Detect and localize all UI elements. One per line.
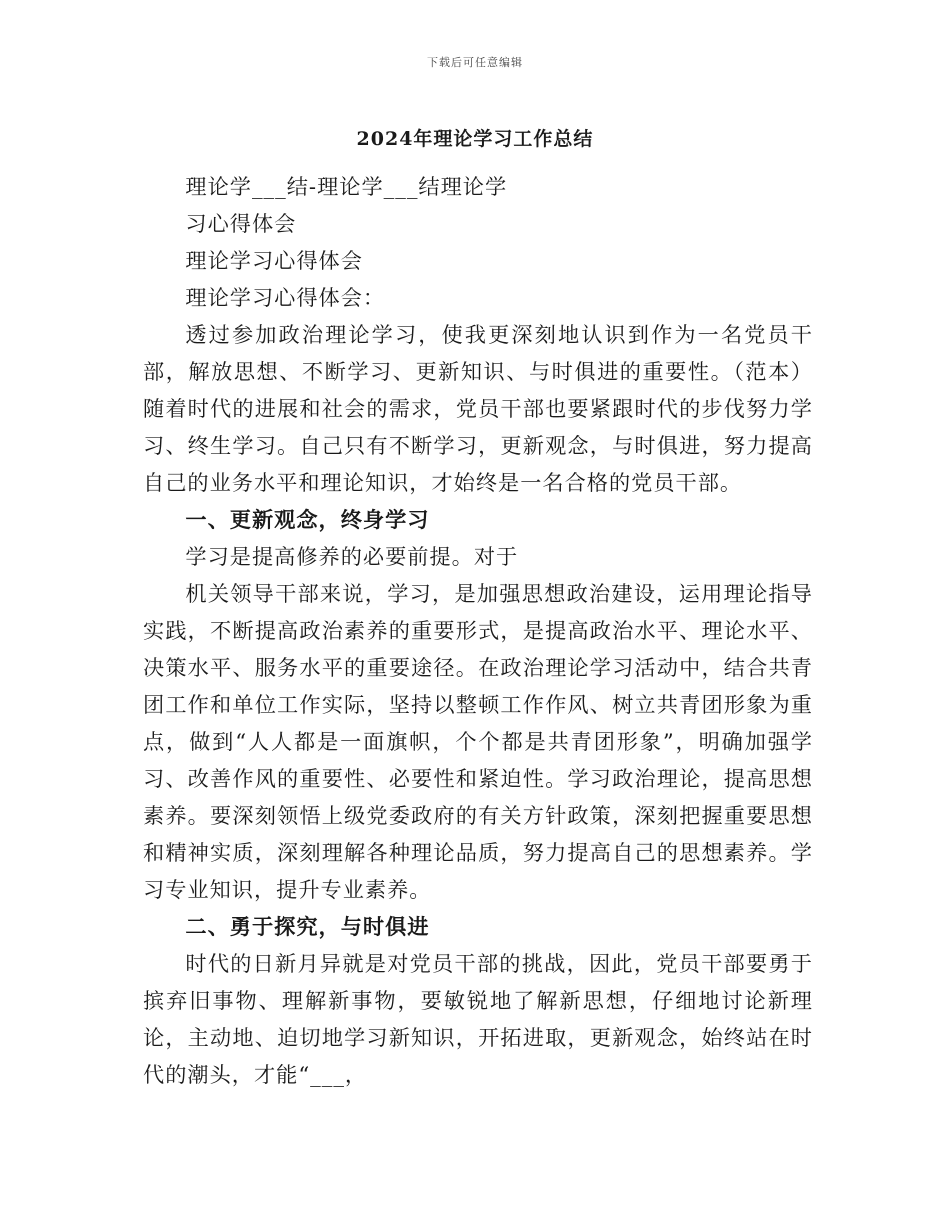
- paragraph: 理论学习心得体会：: [185, 285, 386, 310]
- paragraph: 理论学___结-理论学___结理论学: [185, 174, 508, 199]
- document-body: [143, 168, 813, 1093]
- paragraph: 习心得体会: [185, 211, 297, 236]
- paragraph: 透过参加政治理论学习，使我更深刻地认识到作为一名党员干部，解放思想、不断学习、更新知识、与时俱进的重要性。（范本）随着时代的进展和社会的需求，党员干部也要紧跟时代的步伐努力学习、终生学习。自己只有不断学习，更新观念，与时俱进，努力提高自己的业务水平和理论知识，才始终是一名合格的党员干部。: [143, 322, 813, 495]
- section-heading: 二、勇于探究，与时俱进: [185, 914, 430, 939]
- header-note: 下载后可任意编辑: [427, 56, 523, 69]
- section-heading: 一、更新观念，终身学习: [185, 507, 430, 532]
- paragraph: 学习是提高修养的必要前提。对于: [185, 544, 519, 569]
- paragraph: 理论学习心得体会: [185, 248, 363, 273]
- paragraph: 机关领导干部来说，学习，是加强思想政治建设，运用理论指导实践，不断提高政治素养的重要形式，是提高政治水平、理论水平、决策水平、服务水平的重要途径。在政治理论学习活动中，结合共青团工作和单位工作实际，坚持以整顿工作作风、树立共青团形象为重点，做到“人人都是一面旗帜，个个都是共青团形象”，明确加强学习、改善作风的重要性、必要性和紧迫性。学习政治理论，提高思想素养。要深刻领悟上级党委政府的有关方针政策，深刻把握重要思想和精神实质，深刻理解各种理论品质，努力提高自己的思想素养。学习专业知识，提升专业素养。: [143, 581, 813, 902]
- document-title: 2024年理论学习工作总结: [356, 128, 594, 150]
- paragraph: 时代的日新月异就是对党员干部的挑战，因此，党员干部要勇于摈弃旧事物、理解新事物，要敏锐地了解新思想，仔细地讨论新理论，主动地、迫切地学习新知识，开拓进取，更新观念，始终站在时代的潮头，才能“___，: [143, 951, 813, 1087]
